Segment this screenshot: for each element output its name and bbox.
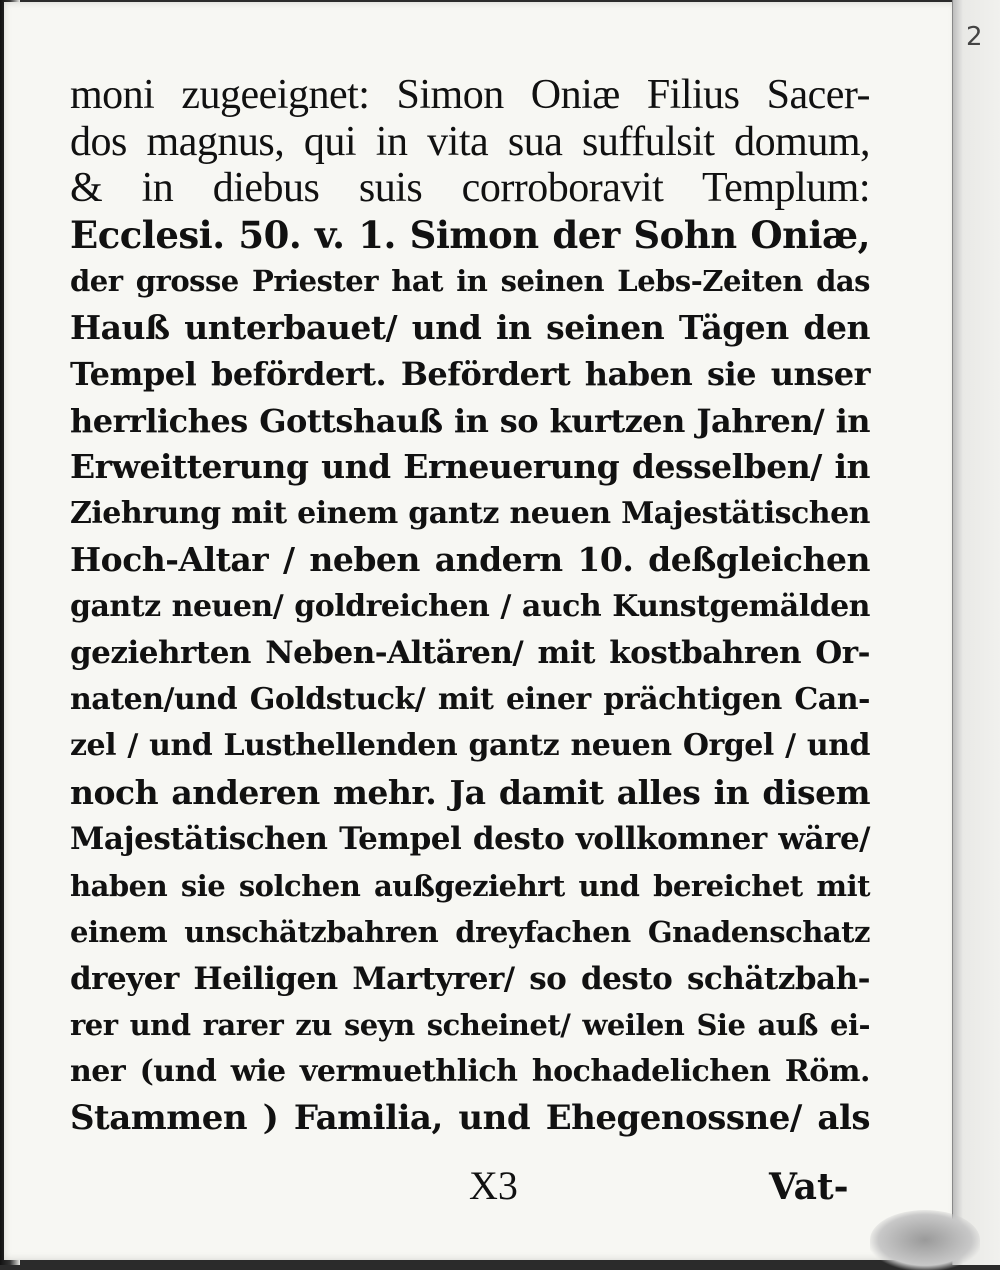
- signature-mark: X3: [469, 1163, 518, 1208]
- text-line: dos magnus, qui in vita sua suffulsit domum,: [70, 118, 870, 165]
- scanned-page: [4, 2, 956, 1260]
- text-line: zel / und Lusthellenden gantz neuen Orgel / und: [70, 728, 870, 763]
- page-footer: [4, 1162, 956, 1212]
- text-line: Ecclesi. 50. v. 1. Simon der Sohn Oniæ,: [70, 212, 870, 257]
- text-line: einem unschätzbahren dreyfachen Gnadenschatz: [70, 915, 870, 949]
- body-text: [70, 72, 870, 1142]
- text-line: herrliches Gottshauß in so kurtzen Jahren/ in: [70, 401, 870, 440]
- text-line: ner (und wie vermuethlich hochadelichen Röm.: [70, 1053, 870, 1089]
- text-line: Stammen ) Familia, und Ehegenossne/ als: [70, 1098, 870, 1138]
- text-line: rer und rarer zu seyn scheinet/ weilen Sie auß ei-: [70, 1008, 870, 1042]
- text-line: Majestätischen Tempel desto vollkomner wäre/: [70, 821, 870, 857]
- page-corner-number: 2: [966, 22, 983, 52]
- text-line: Erweitterung und Erneuerung desselben/ in: [70, 447, 870, 486]
- thumb-shadow: [870, 1210, 980, 1270]
- next-page-edge: [952, 0, 1000, 1265]
- text-line: naten/und Goldstuck/ mit einer prächtigen Can-: [70, 681, 870, 717]
- catchword: Vat-: [769, 1166, 849, 1208]
- text-line: moni zugeeignet: Simon Oniæ Filius Sacer-: [70, 72, 870, 118]
- text-line: der grosse Priester hat in seinen Lebs-Zeiten das: [70, 264, 870, 298]
- text-line: Hoch-Altar / neben andern 10. deßgleichen: [70, 540, 870, 579]
- text-line: Tempel befördert. Befördert haben sie unser: [70, 355, 870, 393]
- text-line: Ziehrung mit einem gantz neuen Majestätischen: [70, 495, 870, 531]
- text-line: & in diebus suis corroboravit Templum:: [70, 165, 870, 211]
- text-line: noch anderen mehr. Ja damit alles in disem: [70, 772, 870, 812]
- text-line: gantz neuen/ goldreichen / auch Kunstgemälden: [70, 588, 870, 624]
- text-line: geziehrten Neben-Altären/ mit kostbahren Or-: [70, 635, 870, 671]
- text-line: dreyer Heiligen Martyrer/ so desto schätzbah-: [70, 960, 870, 997]
- text-line: haben sie solchen außgeziehrt und bereichet mit: [70, 868, 870, 903]
- text-line: Hauß unterbauet/ und in seinen Tägen den: [70, 307, 870, 347]
